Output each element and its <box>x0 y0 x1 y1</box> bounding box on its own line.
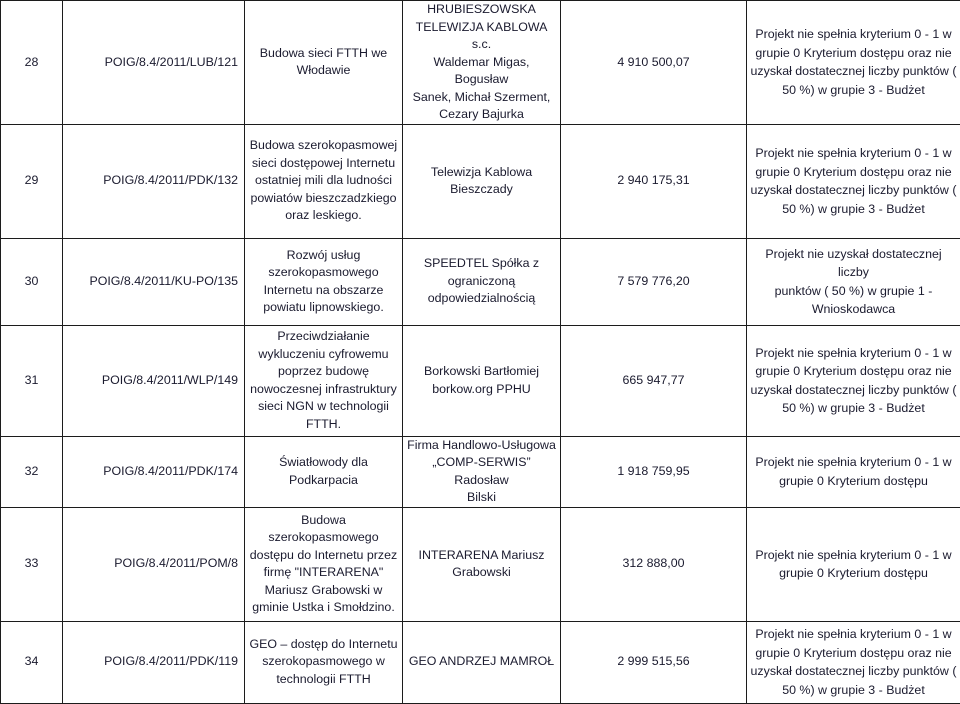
project-amount: 2 999 515,56 <box>561 621 747 703</box>
project-amount: 665 947,77 <box>561 325 747 436</box>
project-amount: 1 918 759,95 <box>561 436 747 507</box>
row-number: 33 <box>1 507 63 621</box>
project-amount: 2 940 175,31 <box>561 124 747 238</box>
project-amount: 7 579 776,20 <box>561 238 747 325</box>
applicant-name: Firma Handlowo-Usługowa „COMP-SERWIS” Radosław Bilski <box>403 436 561 507</box>
application-code: POIG/8.4/2011/POM/8 <box>63 507 245 621</box>
table-row <box>1 507 960 621</box>
table-row <box>1 1 960 125</box>
application-code: POIG/8.4/2011/KU-PO/135 <box>63 238 245 325</box>
project-amount: 4 910 500,07 <box>561 1 747 125</box>
application-code: POIG/8.4/2011/PDK/174 <box>63 436 245 507</box>
table-row <box>1 124 960 238</box>
project-title: Budowa sieci FTTH we Włodawie <box>245 1 403 125</box>
evaluation-result: Projekt nie spełnia kryterium 0 - 1 w grupie 0 Kryterium dostępu oraz nie uzyskał dostatecznej liczby punktów ( 50 %) w grupie 3 - Budżet <box>747 325 960 436</box>
application-code: POIG/8.4/2011/LUB/121 <box>63 1 245 125</box>
applicant-name: INTERARENA Mariusz Grabowski <box>403 507 561 621</box>
row-number: 30 <box>1 238 63 325</box>
applicant-name: SPEEDTEL Spółka z ograniczoną odpowiedzialnością <box>403 238 561 325</box>
row-number: 28 <box>1 1 63 125</box>
row-number: 34 <box>1 621 63 703</box>
row-number: 31 <box>1 325 63 436</box>
project-title: Rozwój usług szerokopasmowego Internetu na obszarze powiatu lipnowskiego. <box>245 238 403 325</box>
evaluation-result: Projekt nie uzyskał dostatecznej liczby punktów ( 50 %) w grupie 1 - Wnioskodawca <box>747 238 960 325</box>
table-row <box>1 621 960 703</box>
project-amount: 312 888,00 <box>561 507 747 621</box>
evaluation-result: Projekt nie spełnia kryterium 0 - 1 w grupie 0 Kryterium dostępu oraz nie uzyskał dostatecznej liczby punktów ( 50 %) w grupie 3 - Budżet <box>747 621 960 703</box>
table-row <box>1 325 960 436</box>
table-row <box>1 436 960 507</box>
applicant-name: HRUBIESZOWSKA TELEWIZJA KABLOWA s.c. Waldemar Migas, Bogusław Sanek, Michał Szerment, Cezary Bajurka <box>403 1 561 125</box>
application-code: POIG/8.4/2011/PDK/119 <box>63 621 245 703</box>
evaluation-result: Projekt nie spełnia kryterium 0 - 1 w grupie 0 Kryterium dostępu oraz nie uzyskał dostatecznej liczby punktów ( 50 %) w grupie 3 - Budżet <box>747 1 960 125</box>
applicant-name: Borkowski Bartłomiej borkow.org PPHU <box>403 325 561 436</box>
application-code: POIG/8.4/2011/WLP/149 <box>63 325 245 436</box>
evaluation-result: Projekt nie spełnia kryterium 0 - 1 w grupie 0 Kryterium dostępu oraz nie uzyskał dostatecznej liczby punktów ( 50 %) w grupie 3 - Budżet <box>747 124 960 238</box>
evaluation-result: Projekt nie spełnia kryterium 0 - 1 w grupie 0 Kryterium dostępu <box>747 436 960 507</box>
project-title: GEO – dostęp do Internetu szerokopasmowego w technologii FTTH <box>245 621 403 703</box>
applicant-name: Telewizja Kablowa Bieszczady <box>403 124 561 238</box>
project-title: Światłowody dla Podkarpacia <box>245 436 403 507</box>
project-title: Budowa szerokopasmowego dostępu do Internetu przez firmę "INTERARENA" Mariusz Grabowski w gminie Ustka i Smołdzino. <box>245 507 403 621</box>
application-code: POIG/8.4/2011/PDK/132 <box>63 124 245 238</box>
project-title: Przeciwdziałanie wykluczeniu cyfrowemu poprzez budowę nowoczesnej infrastruktury sieci NGN w technologii FTTH. <box>245 325 403 436</box>
table-row <box>1 238 960 325</box>
evaluation-result: Projekt nie spełnia kryterium 0 - 1 w grupie 0 Kryterium dostępu <box>747 507 960 621</box>
row-number: 29 <box>1 124 63 238</box>
project-title: Budowa szerokopasmowej sieci dostępowej Internetu ostatniej mili dla ludności powiatów bieszczadzkiego oraz leskiego. <box>245 124 403 238</box>
row-number: 32 <box>1 436 63 507</box>
applicant-name: GEO ANDRZEJ MAMROŁ <box>403 621 561 703</box>
